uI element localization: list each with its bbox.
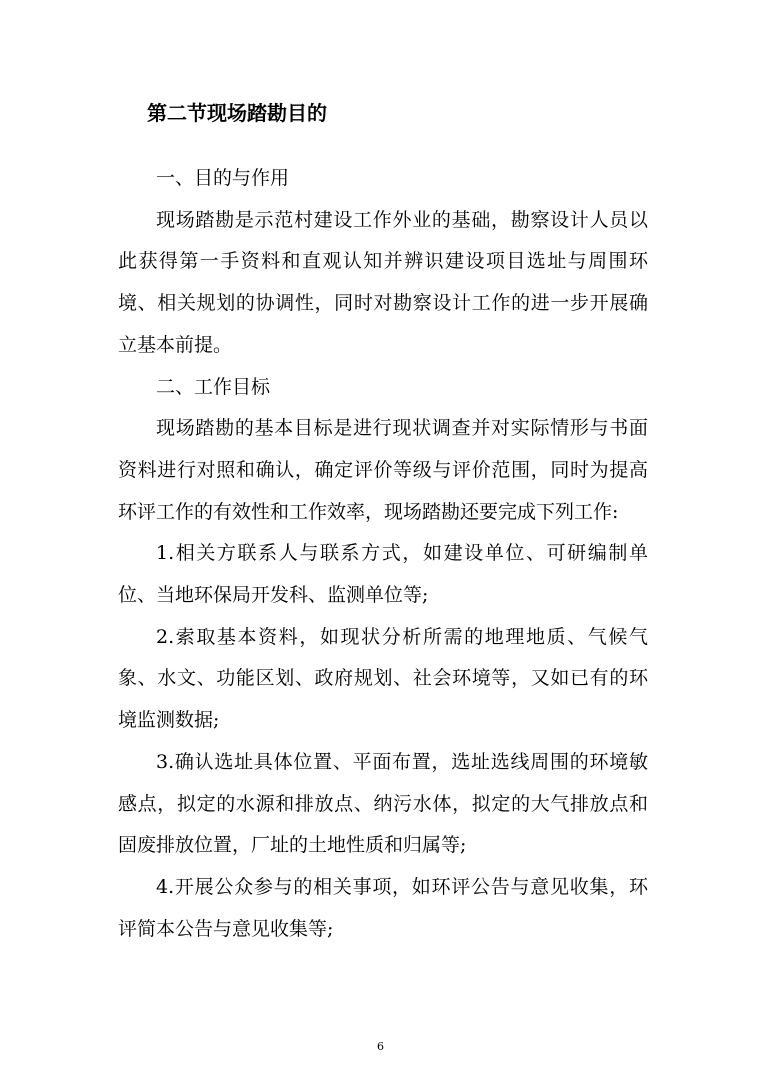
list-item-materials: 2.索取基本资料，如现状分析所需的地理地质、气候气象、水文、功能区划、政府规划、社会环境等，又如已有的环境监测数据;: [118, 625, 648, 732]
page-number: 6: [377, 1040, 384, 1053]
list-item-contacts: 1.相关方联系人与联系方式，如建设单位、可研编制单位、当地环保局开发科、监测单位等;: [118, 542, 648, 607]
section-title: 第二节现场踏勘目的: [147, 101, 327, 125]
paragraph-purpose: 现场踏勘是示范村建设工作外业的基础，勘察设计人员以此获得第一手资料和直观认知并辨识建设项目选址与周围环境、相关规划的协调性，同时对勘察设计工作的进一步开展确立基本前提。: [118, 208, 648, 356]
heading-purpose: 一、目的与作用: [156, 167, 290, 189]
body-text: [118, 158, 648, 950]
paragraph-goals-intro: 现场踏勘的基本目标是进行现状调查并对实际情形与书面资料进行对照和确认，确定评价等级与评价范围，同时为提高环评工作的有效性和工作效率，现场踏勘还要完成下列工作:: [118, 417, 648, 523]
heading-goals: 二、工作目标: [156, 375, 271, 398]
list-item-site-location: 3.确认选址具体位置、平面布置，选址选线周围的环境敏感点，拟定的水源和排放点、纳污水体，拟定的大气排放点和固废排放位置，厂址的土地性质和归属等;: [118, 750, 648, 857]
list-item-public-participation: 4.开展公众参与的相关事项，如环评公告与意见收集，环评简本公告与意见收集等;: [118, 875, 648, 940]
